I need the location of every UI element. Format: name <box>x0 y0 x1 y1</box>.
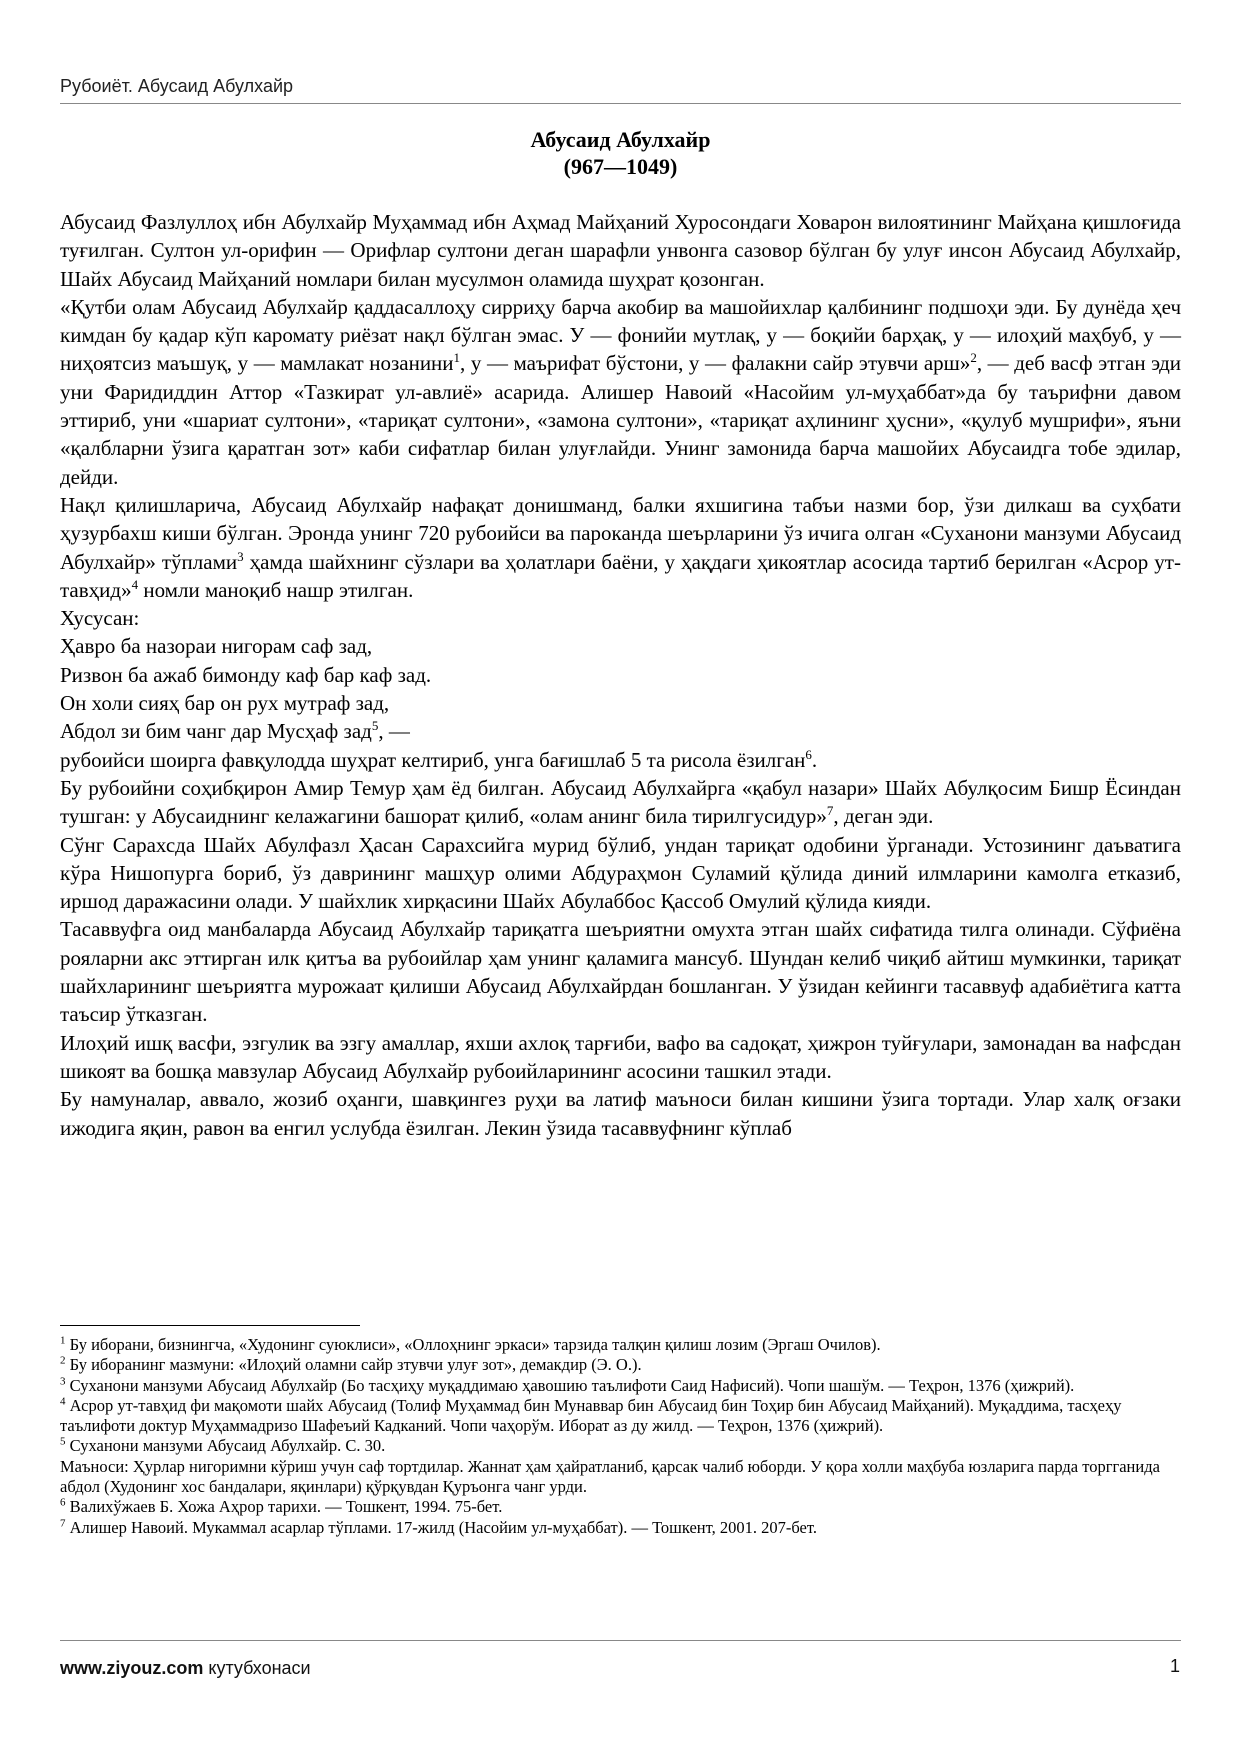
footnote-text: Алишер Навоий. Мукаммал асарлар тўплами. 17-жилд (Насойим ул-муҳаббат). — Тошкент, 2001. 207-бет. <box>65 1517 817 1537</box>
footnote-6 <box>60 1497 1181 1517</box>
verse-line-2: Ризвон ба ажаб бимонду каф бар каф зад. <box>60 662 432 687</box>
footnote-ref-6[interactable]: 6 <box>805 746 812 762</box>
footnote-text: Валихўжаев Б. Хожа Аҳрор тарихи. — Тошкент, 1994. 75-бет. <box>65 1497 503 1517</box>
footnote-number: 3 <box>60 1375 66 1388</box>
paragraph-2-part-b: , у — маърифат бўстони, у — фалакни сайр этувчи арш» <box>460 351 971 376</box>
footnote-ref-3[interactable]: 3 <box>237 548 244 564</box>
verse-line-4-text: Абдол зи бим чанг дар Мусҳаф зад <box>60 719 372 744</box>
footnote-text: Бу иборани, бизнингча, «Худонинг суюклиси», «Оллоҳнинг эркаси» тарзида талқин қилиш лозим (Эргаш Очилов). <box>65 1335 881 1354</box>
paragraph-2 <box>60 293 1181 491</box>
paragraph-5-part-b: . <box>811 747 818 772</box>
paragraph-3 <box>60 491 1181 604</box>
article-title: Абусаид Абулхайр <box>530 127 711 152</box>
paragraph-6-part-b: , деган эди. <box>833 804 934 829</box>
footnote-number: 6 <box>60 1496 66 1509</box>
footnote-7 <box>60 1518 1181 1538</box>
header-rule <box>60 103 1181 104</box>
footnote-number: 1 <box>60 1334 66 1347</box>
footnote-ref-2[interactable]: 2 <box>970 350 977 366</box>
footnote-number: 7 <box>60 1517 66 1530</box>
footnote-text: Асрор ут-тавҳид фи мақомоти шайх Абусаид (Толиф Муҳаммад бин Мунаввар бин Абусаид бин Тоҳир бин Абусаид Майҳаний). Муқаддима, тасҳеҳу таълифоти доктур Муҳаммадризо Шафеъий Кадканий. Чопи чаҳорўм. Иборат аз ду жилд. — Теҳрон, 1376 (ҳижрий). <box>60 1395 1122 1436</box>
verse-line-3: Он холи сияҳ бар он рух мутраф зад, <box>60 691 390 716</box>
footnote-ref-7[interactable]: 7 <box>826 803 834 819</box>
verse-line-1: Ҳавро ба назораи нигорам саф зад, <box>60 634 373 659</box>
library-label: кутубхонаси <box>203 1658 311 1678</box>
footnote-5-meaning <box>60 1457 1181 1498</box>
footnote-separator <box>60 1325 360 1326</box>
footnote-text: Суханони манзуми Абусаид Абулхайр (Бо тасҳиҳу муқаддимаю ҳавошию таълифоти Саид Нафисий). Чопи шашўм. — Теҳрон, 1376 (ҳижрий). <box>65 1375 1075 1395</box>
paragraph-2-part-a: «Қутби олам Абусаид Абулхайр қаддасаллоҳу сирриҳу барча акобир ва машойихлар қалбининг подшоҳи эди. Бу дунёда ҳеч кимдан бу қадар кўп каромату риёзат нақл бўлган эмас. У — фонийи мутлақ, у — боқийи барҳақ, у — илоҳий маҳбуб, у — ниҳоятсиз маъшуқ, у — мамлакат нозанини <box>60 294 1181 376</box>
footnote-number: 4 <box>60 1395 66 1408</box>
footer-rule <box>60 1640 1181 1641</box>
paragraph-6-part-a: Бу рубоийни соҳибқирон Амир Темур ҳам ёд билган. Абусаид Абулхайрга «қабул назари» Шайх Абулқосим Бишр Ёсиндан тушган: у Абусаиднинг келажагини башорат қилиб, «олам анинг била тирилгусидур» <box>60 775 1181 829</box>
paragraph-8: Тасаввуфга оид манбаларда Абусаид Абулхайр тариқатга шеъриятни омухта этган шайх сифатида тилга олинади. Сўфиёна рояларни акс эттирган илк қитъа ва рубоийлар ҳам унинг қаламига мансуб. Шундан келиб чиқиб айтиш мумкинки, тариқат шайхларининг шеъриятга мурожаат қилиши Абусаид Абулхайрдан бошланган. У ўзидан кейинги тасаввуф адабиётига катта таъсир ўтказган. <box>60 917 1181 1027</box>
paragraph-3-part-c: номли маноқиб нашр этилган. <box>138 577 414 602</box>
footnote-number: 2 <box>60 1354 66 1367</box>
paragraph-1: Абусаид Фазлуллоҳ ибн Абулхайр Муҳаммад ибн Аҳмад Майҳаний Хуросондаги Ховарон вилоятининг Майҳана қишлоғида туғилган. Султон ул-орифин — Орифлар султони деган шарафли унвонга сазовор бўлган бу улуғ инсон Абусаид Абулхайр, Шайх Абусаид Майҳаний номлари билан мусулмон оламида шуҳрат қозонган. <box>60 210 1181 291</box>
footnote-1 <box>60 1335 1181 1355</box>
footnote-text: Суханони манзуми Абусаид Абулхайр. С. 30. <box>65 1436 386 1456</box>
running-header: Рубоиёт. Абусаид Абулхайр <box>60 76 294 96</box>
footnote-2 <box>60 1355 1181 1375</box>
paragraph-7: Сўнг Сарахсда Шайх Абулфазл Ҳасан Сарахсийга мурид бўлиб, ундан тариқат одобини ўрганади. Устозининг даъватига кўра Нишопурга бориб, ўз даврининг машҳур олими Абдураҳмон Суламий қўлида диний илмларини камолга етказиб, иршод даражасини олади. У шайхлик хирқасини Шайх Абулаббос Қассоб Омулий қўлида кияди. <box>60 832 1181 914</box>
paragraph-5 <box>60 746 1181 774</box>
paragraph-3-part-a: Нақл қилишларича, Абусаид Абулхайр нафақат донишманд, балки яхшигина табъи назми бор, ўзи дилкаш ва суҳбати ҳузурбахш киши бўлган. Эронда унинг 720 рубоийси ва пароканда шеърларини ўз ичига олган «Суханони манзуми Абусаид Абулхайр» тўплами <box>60 492 1181 574</box>
footnote-3 <box>60 1376 1181 1396</box>
footnote-number: 5 <box>60 1435 66 1448</box>
paragraph-2-part-c: , — деб васф этган эди уни Фаридиддин Аттор «Тазкират ул-авлиё» асарида. Алишер Навоий «Насойим ул-муҳаббат»да бу таърифни давом эттириб, уни «шариат султони», «тариқат султони», «замона султони», «тариқат аҳлининг ҳусни», «қулуб мушрифи», яъни «қалбларни ўзига қаратган зот» каби сифатлар билан улуғлайди. Унинг замонида барча машойих Абусаидга тобе эдилар, дейди. <box>60 351 1182 489</box>
footnote-text: Маъноси: Ҳурлар нигоримни кўриш учун саф тортдилар. Жаннат ҳам ҳайратланиб, қарсак чалиб юборди. У қора холли маҳбуба юзларига парда торгганида абдол (Худонинг хос бандалари, яқинлари) қўрқувдан Қуръонга чанг урди. <box>60 1456 1160 1497</box>
paragraph-6 <box>60 774 1181 831</box>
paragraph-4: Хусусан: <box>60 606 140 631</box>
paragraph-10: Бу намуналар, аввало, жозиб оҳанги, шавқингез руҳи ва латиф маъноси билан кишини ўзига тортади. Улар халқ оғзаки ижодига яқин, равон ва енгил услубда ёзилган. Лекин ўзида тасаввуфнинг кўплаб <box>60 1087 1181 1140</box>
article-body <box>60 208 1181 1142</box>
paragraph-9: Илоҳий ишқ васфи, эзгулик ва эзгу амаллар, яхши ахлоқ тарғиби, вафо ва садоқат, ҳижрон туйғулари, замонадан ва нафсдан шикоят ва бошқа мавзулар Абусаид Абулхайр рубоийларининг асосини ташкил этади. <box>60 1030 1181 1083</box>
paragraph-3-part-b: ҳамда шайхнинг сўзлари ва ҳолатлари баёни, у ҳақдаги ҳикоятлар асосида тартиб берилган «Асрор ут-тавҳид» <box>60 549 1181 602</box>
article-title-block <box>60 126 1181 180</box>
footer-source <box>60 1658 311 1679</box>
page-number: 1 <box>1169 1656 1180 1676</box>
footnote-ref-4[interactable]: 4 <box>131 576 139 592</box>
footnotes <box>60 1335 1181 1538</box>
footnote-5 <box>60 1436 1181 1456</box>
footnote-4 <box>60 1396 1181 1437</box>
footnote-ref-5[interactable]: 5 <box>371 718 379 734</box>
footnote-ref-1[interactable]: 1 <box>453 350 461 366</box>
site-link[interactable]: www.ziyouz.com <box>60 1658 204 1678</box>
quatrain <box>60 632 1181 745</box>
footnote-text: Бу иборанинг мазмуни: «Илоҳий оламни сайр зтувчи улуғ зот», демакдир (Э. О.). <box>65 1355 642 1375</box>
article-years: (967—1049) <box>563 154 678 179</box>
paragraph-5-part-a: рубоийси шоирга фавқулодда шуҳрат келтириб, унга бағишлаб 5 та рисола ёзилган <box>60 747 806 772</box>
verse-line-4 <box>60 717 1181 745</box>
verse-line-4-end: , — <box>378 719 410 744</box>
